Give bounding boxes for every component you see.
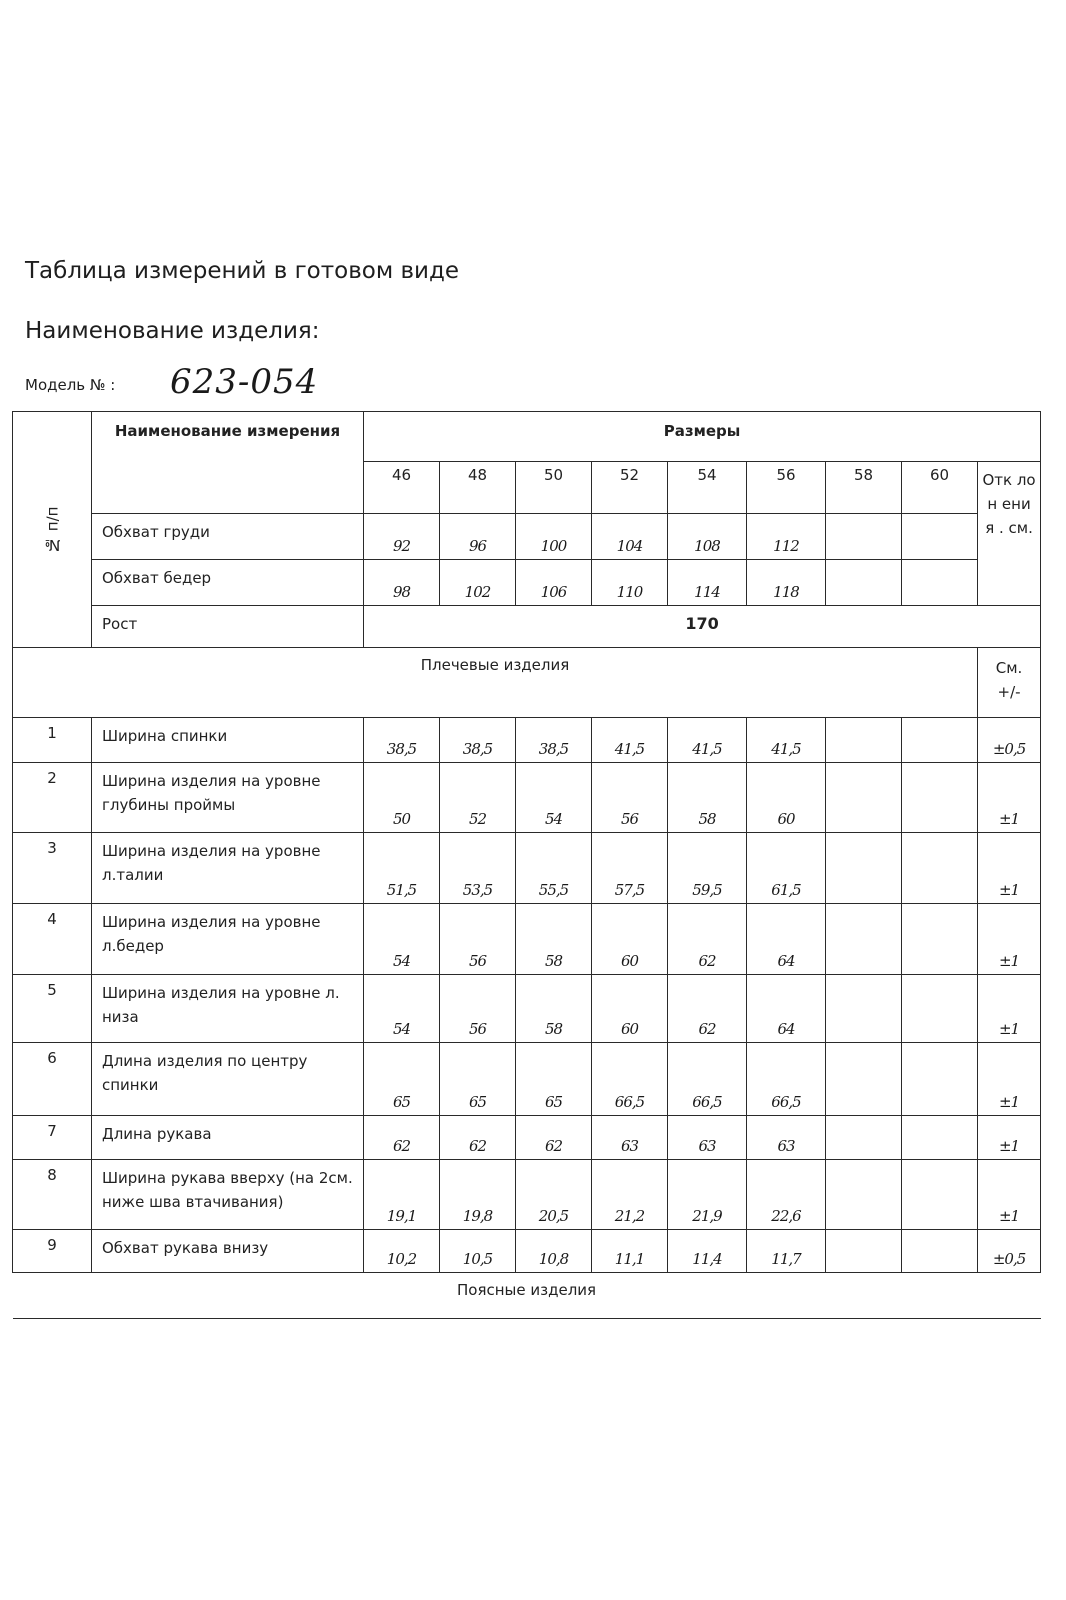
empty-cell xyxy=(826,1160,902,1230)
row-number: 6 xyxy=(13,1043,92,1116)
value-cell: 112 xyxy=(747,514,826,560)
tolerance-cell: ±1 xyxy=(978,833,1041,904)
empty-cell xyxy=(826,718,902,763)
value-cell: 66,5 xyxy=(592,1043,668,1116)
value-cell: 22,6 xyxy=(747,1160,826,1230)
value-cell: 41,5 xyxy=(592,718,668,763)
measurement-rows xyxy=(13,718,1041,1273)
value-cell: 65 xyxy=(440,1043,516,1116)
table-row xyxy=(13,975,1041,1043)
value-cell: 55,5 xyxy=(516,833,592,904)
tolerance-cell: ±1 xyxy=(978,763,1041,833)
value-cell: 92 xyxy=(364,514,440,560)
value-cell: 38,5 xyxy=(440,718,516,763)
section-title-waist: Поясные изделия xyxy=(13,1273,1041,1319)
value-cell: 10,8 xyxy=(516,1230,592,1273)
measure-label: Ширина спинки xyxy=(92,718,364,763)
value-cell: 19,8 xyxy=(440,1160,516,1230)
value-cell: 102 xyxy=(440,560,516,606)
value-cell: 64 xyxy=(747,975,826,1043)
value-cell: 98 xyxy=(364,560,440,606)
table-row xyxy=(13,1043,1041,1116)
value-cell: 63 xyxy=(747,1116,826,1160)
value-cell: 54 xyxy=(364,904,440,975)
size-header: 46 xyxy=(364,462,440,514)
measure-label: Ширина изделия на уровне глубины проймы xyxy=(92,763,364,833)
measure-column-header: Наименование измерения xyxy=(92,412,364,514)
table-row xyxy=(13,763,1041,833)
tolerance-cell: ±0,5 xyxy=(978,1230,1041,1273)
value-cell: 62 xyxy=(364,1116,440,1160)
size-header: 56 xyxy=(747,462,826,514)
value-cell: 62 xyxy=(440,1116,516,1160)
table-row xyxy=(13,1160,1041,1230)
table-row xyxy=(13,1116,1041,1160)
empty-cell xyxy=(826,904,902,975)
table-row xyxy=(13,833,1041,904)
empty-cell xyxy=(826,1043,902,1116)
value-cell: 20,5 xyxy=(516,1160,592,1230)
empty-cell xyxy=(902,514,978,560)
size-header: 52 xyxy=(592,462,668,514)
measure-label: Длина рукава xyxy=(92,1116,364,1160)
value-cell: 10,2 xyxy=(364,1230,440,1273)
value-cell: 54 xyxy=(516,763,592,833)
value-cell: 57,5 xyxy=(592,833,668,904)
height-value: 170 xyxy=(364,606,1041,648)
value-cell: 58 xyxy=(668,763,747,833)
measure-label: Ширина изделия на уровне л. низа xyxy=(92,975,364,1043)
empty-cell xyxy=(826,1116,902,1160)
table-row xyxy=(13,718,1041,763)
value-cell: 64 xyxy=(747,904,826,975)
value-cell: 56 xyxy=(592,763,668,833)
value-cell: 66,5 xyxy=(668,1043,747,1116)
value-cell: 61,5 xyxy=(747,833,826,904)
empty-cell xyxy=(902,1043,978,1116)
value-cell: 50 xyxy=(364,763,440,833)
row-number: 8 xyxy=(13,1160,92,1230)
value-cell: 106 xyxy=(516,560,592,606)
empty-cell xyxy=(826,1230,902,1273)
table-row xyxy=(13,904,1041,975)
height-label: Рост xyxy=(92,606,364,648)
value-cell: 108 xyxy=(668,514,747,560)
tolerance-cell: ±1 xyxy=(978,1160,1041,1230)
value-cell: 19,1 xyxy=(364,1160,440,1230)
empty-cell xyxy=(826,560,902,606)
value-cell: 56 xyxy=(440,904,516,975)
empty-cell xyxy=(902,560,978,606)
empty-cell xyxy=(826,975,902,1043)
value-cell: 62 xyxy=(668,904,747,975)
row-number: 2 xyxy=(13,763,92,833)
value-cell: 65 xyxy=(364,1043,440,1116)
measure-label: Обхват рукава внизу xyxy=(92,1230,364,1273)
size-header: 48 xyxy=(440,462,516,514)
value-cell: 63 xyxy=(668,1116,747,1160)
empty-cell xyxy=(902,1116,978,1160)
value-cell: 11,1 xyxy=(592,1230,668,1273)
size-header: 50 xyxy=(516,462,592,514)
size-header: 54 xyxy=(668,462,747,514)
measure-label: Ширина изделия на уровне л.талии xyxy=(92,833,364,904)
size-header: 60 xyxy=(902,462,978,514)
table-row xyxy=(13,1230,1041,1273)
document-title: Таблица измерений в готовом виде xyxy=(25,258,460,284)
tolerance-cell: ±0,5 xyxy=(978,718,1041,763)
measure-label: Длина изделия по центру спинки xyxy=(92,1043,364,1116)
tolerance-cell: ±1 xyxy=(978,1043,1041,1116)
value-cell: 60 xyxy=(747,763,826,833)
value-cell: 51,5 xyxy=(364,833,440,904)
value-cell: 60 xyxy=(592,975,668,1043)
empty-cell xyxy=(902,904,978,975)
model-label: Модель № : xyxy=(25,376,116,394)
value-cell: 54 xyxy=(364,975,440,1043)
tolerance-cell: ±1 xyxy=(978,975,1041,1043)
section-title-shoulder: Плечевые изделия xyxy=(13,648,978,718)
product-name-label: Наименование изделия: xyxy=(25,318,320,344)
unit-header: См. +/- xyxy=(978,648,1041,718)
value-cell: 96 xyxy=(440,514,516,560)
empty-cell xyxy=(826,514,902,560)
empty-cell xyxy=(902,975,978,1043)
empty-cell xyxy=(902,763,978,833)
value-cell: 38,5 xyxy=(364,718,440,763)
value-cell: 56 xyxy=(440,975,516,1043)
value-cell: 65 xyxy=(516,1043,592,1116)
empty-cell xyxy=(902,1160,978,1230)
value-cell: 41,5 xyxy=(668,718,747,763)
value-cell: 118 xyxy=(747,560,826,606)
value-cell: 100 xyxy=(516,514,592,560)
row-number: 1 xyxy=(13,718,92,763)
deviation-header: Отк лон ени я . см. xyxy=(978,462,1041,606)
model-number: 623-054 xyxy=(170,362,319,402)
tolerance-cell: ±1 xyxy=(978,904,1041,975)
row-number: 9 xyxy=(13,1230,92,1273)
body-measure-label: Обхват груди xyxy=(92,514,364,560)
empty-cell xyxy=(902,718,978,763)
value-cell: 66,5 xyxy=(747,1043,826,1116)
value-cell: 110 xyxy=(592,560,668,606)
empty-cell xyxy=(826,833,902,904)
value-cell: 38,5 xyxy=(516,718,592,763)
value-cell: 58 xyxy=(516,904,592,975)
value-cell: 10,5 xyxy=(440,1230,516,1273)
body-measure-label: Обхват бедер xyxy=(92,560,364,606)
value-cell: 11,7 xyxy=(747,1230,826,1273)
value-cell: 59,5 xyxy=(668,833,747,904)
value-cell: 114 xyxy=(668,560,747,606)
value-cell: 58 xyxy=(516,975,592,1043)
row-number: 5 xyxy=(13,975,92,1043)
tolerance-cell: ±1 xyxy=(978,1116,1041,1160)
row-number: 3 xyxy=(13,833,92,904)
value-cell: 52 xyxy=(440,763,516,833)
value-cell: 63 xyxy=(592,1116,668,1160)
row-number: 7 xyxy=(13,1116,92,1160)
measure-label: Ширина изделия на уровне л.бедер xyxy=(92,904,364,975)
value-cell: 21,2 xyxy=(592,1160,668,1230)
num-column-header: № п/п xyxy=(13,412,92,648)
value-cell: 41,5 xyxy=(747,718,826,763)
value-cell: 62 xyxy=(516,1116,592,1160)
measure-label: Ширина рукава вверху (на 2см. ниже шва втачивания) xyxy=(92,1160,364,1230)
value-cell: 21,9 xyxy=(668,1160,747,1230)
value-cell: 104 xyxy=(592,514,668,560)
size-header: 58 xyxy=(826,462,902,514)
value-cell: 62 xyxy=(668,975,747,1043)
empty-cell xyxy=(826,763,902,833)
row-number: 4 xyxy=(13,904,92,975)
value-cell: 53,5 xyxy=(440,833,516,904)
sizes-header: Размеры xyxy=(364,412,1041,462)
empty-cell xyxy=(902,833,978,904)
value-cell: 11,4 xyxy=(668,1230,747,1273)
value-cell: 60 xyxy=(592,904,668,975)
measurement-table xyxy=(12,411,1041,1319)
empty-cell xyxy=(902,1230,978,1273)
